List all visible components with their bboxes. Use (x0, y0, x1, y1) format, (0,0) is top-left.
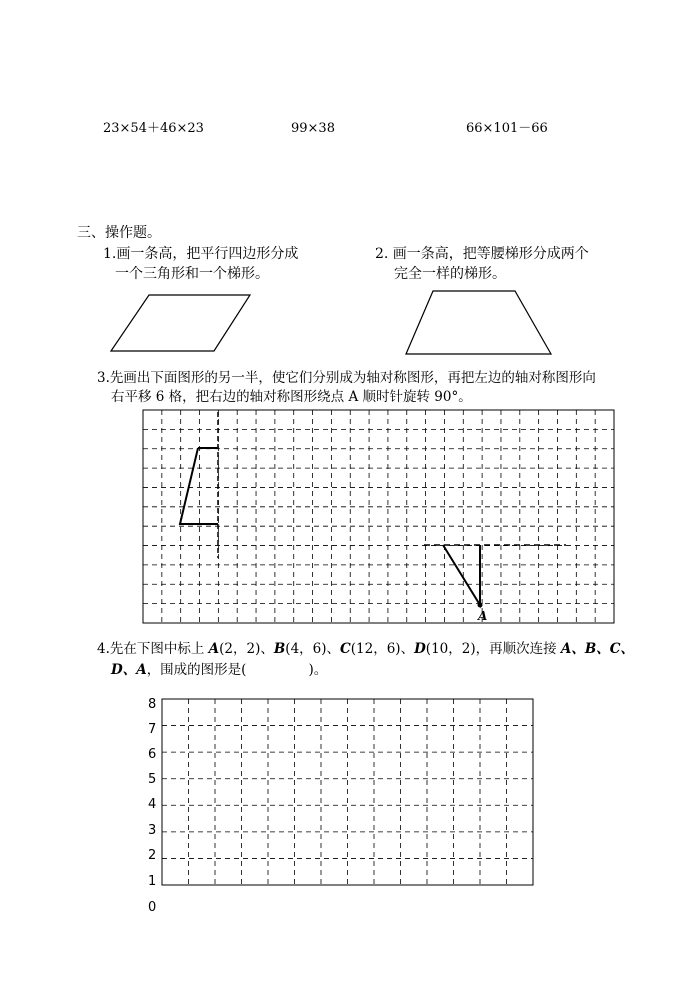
section-heading: 三、操作题。 (77, 225, 161, 241)
q1-line2: 一个三角形和一个梯形。 (115, 266, 269, 282)
q4-grid-border (162, 699, 533, 885)
y-label-8: 8 (148, 697, 157, 712)
q2-line1: 2. 画一条高，把等腰梯形分成两个 (375, 246, 589, 262)
q4-prefix: 4.先在下图中标上 (97, 641, 209, 657)
calc-1: 23×54＋46×23 (103, 121, 204, 136)
q4-close: )。 (308, 662, 328, 678)
y-label-2: 2 (148, 848, 157, 863)
q4-join-2: D、A (111, 662, 147, 678)
q4-point-b-coord: (4，6)、 (285, 641, 341, 657)
q4-line1 (97, 641, 634, 657)
calc-3: 66×101－66 (466, 121, 548, 136)
q3-line2: 右平移 6 格，把右边的轴对称图形绕点 A 顺时针旋转 90°。 (111, 389, 472, 405)
right-half-figure (443, 545, 480, 605)
left-half-figure (180, 448, 218, 524)
q4-line2 (111, 662, 327, 678)
y-label-0: 0 (148, 900, 157, 915)
y-label-7: 7 (148, 722, 157, 737)
q4-point-c: C (340, 641, 351, 657)
y-label-6: 6 (148, 747, 157, 762)
y-label-5: 5 (148, 772, 157, 787)
y-label-3: 3 (148, 823, 157, 838)
q4-point-b: B (273, 641, 286, 657)
q3-grid-lines (143, 410, 614, 623)
calc-2: 99×38 (291, 121, 335, 136)
q3-line1: 3.先画出下面图形的另一半，使它们分别成为轴对称图形，再把左边的轴对称图形向 (97, 370, 596, 386)
q2-line2: 完全一样的梯形。 (394, 266, 506, 282)
point-a-label: A (478, 609, 488, 623)
q4-point-d: D (414, 641, 426, 657)
q4-point-a: A (208, 641, 220, 657)
q3-grid-border (143, 410, 614, 623)
y-label-4: 4 (148, 797, 157, 812)
q4-point-d-coord: (10，2)，再顺次连接 (425, 641, 561, 657)
q4-join-1: A、B、C、 (560, 641, 635, 657)
y-label-1: 1 (148, 874, 157, 889)
parallelogram-shape (111, 295, 250, 351)
q1-line1: 1.画一条高，把平行四边形分成 (103, 246, 299, 262)
q4-point-a-coord: (2，2)、 (219, 641, 274, 657)
isosceles-trapezoid-shape (406, 291, 551, 354)
q4-grid-lines (162, 699, 533, 885)
q4-point-c-coord: (12，6)、 (350, 641, 415, 657)
point-a-marker (478, 603, 483, 608)
q4-tail: ，围成的图形是( (146, 662, 247, 678)
